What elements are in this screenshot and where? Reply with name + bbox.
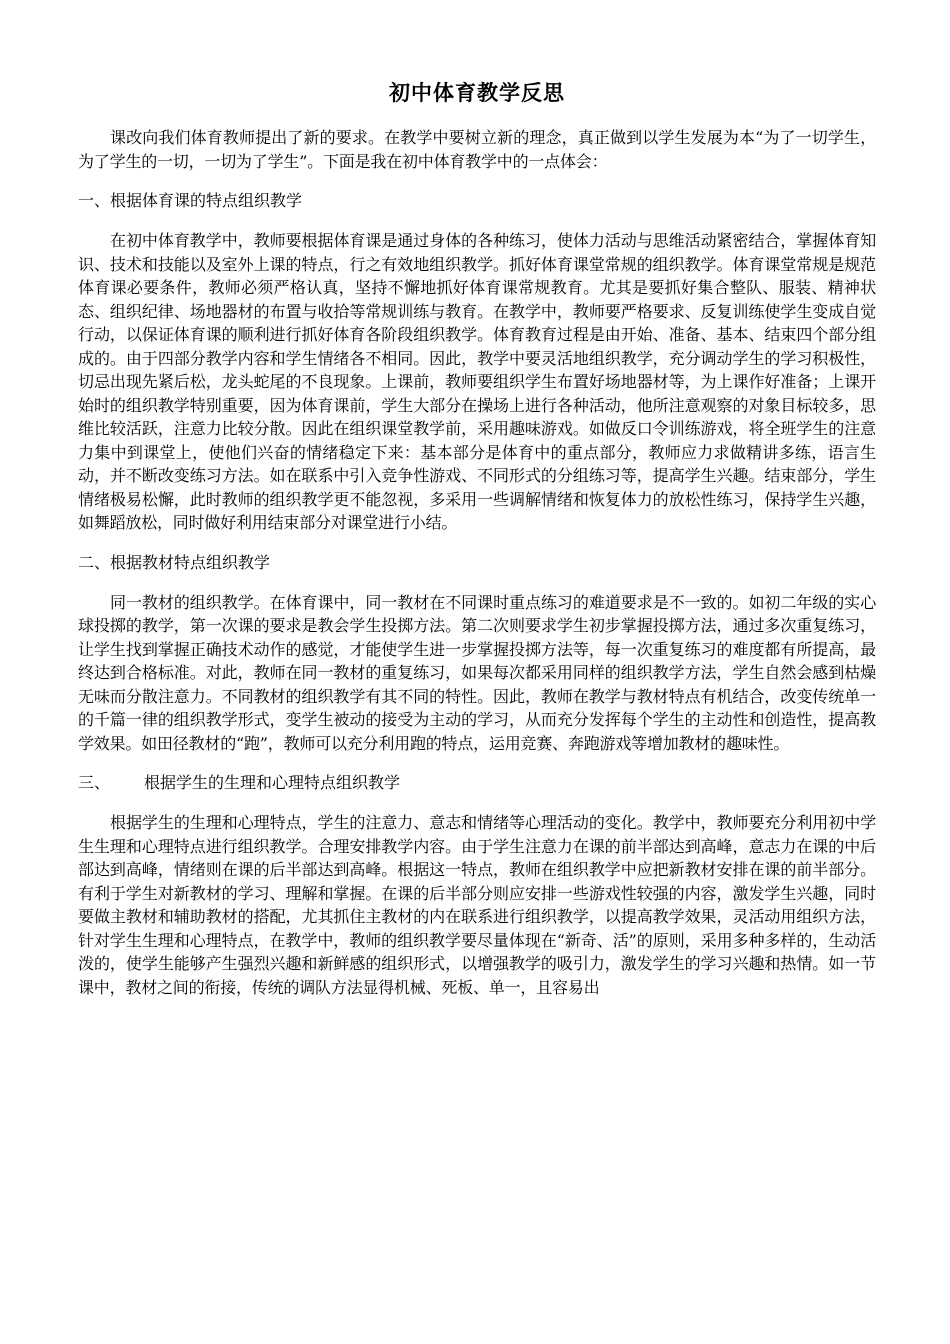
section-heading-text: 根据体育课的特点组织教学 bbox=[110, 191, 303, 210]
intro-paragraph: 课改向我们体育教师提出了新的要求。在教学中要树立新的理念，真正做到以学生发展为本“为了一切学生，为了学生的一切，一切为了学生”。下面是我在初中体育教学中的一点体会： bbox=[78, 128, 876, 171]
document-title: 初中体育教学反思 bbox=[389, 81, 565, 105]
section-number: 二、 bbox=[78, 552, 111, 572]
section-body: 根据学生的生理和心理特点，学生的注意力、意志和情绪等心理活动的变化。教学中，教师要充分利用初中学生生理和心理特点进行组织教学。合理安排教学内容。由于学生注意力在课的前半部达到高峰，意志力在课的中后部达到高峰，情绪则在课的后半部达到高峰。根据这一特点，教师在组织教学中应把新教材安排在课的前半部分。有利于学生对新教材的学习、理解和掌握。在课的后半部分则应安排一些游戏性较强的内容，激发学生兴趣，同时要做主教材和辅助教材的搭配，尤其抓住主教材的内在联系进行组织教学，以提高教学效果，灵活动用组织方法，针对学生生理和心理特点，在教学中，教师的组织教学要尽量体现在“新奇、活”的原则，采用多种多样的，生动活泼的，使学生能够产生强烈兴趣和新鲜感的组织形式，以增强教学的吸引力，激发学生的学习兴趣和热情。如一节课中，教材之间的衔接，传统的调队方法显得机械、死板、单一，且容易出 bbox=[78, 813, 876, 997]
section-number: 一、 bbox=[78, 191, 111, 210]
section-heading bbox=[78, 771, 876, 795]
section-heading bbox=[78, 551, 876, 575]
section-heading-text: 根据学生的生理和心理特点组织教学 bbox=[144, 773, 401, 792]
section-heading-text: 根据教材特点组织教学 bbox=[110, 552, 271, 572]
section-body: 同一教材的组织教学。在体育课中，同一教材在不同课时重点练习的难道要求是不一致的。如初二年级的实心球投掷的教学，第一次课的要求是教会学生投掷方法。第二次则要求学生初步掌握投掷方法，通过多次重复练习，让学生找到掌握正确技术动作的感觉，才能使学生进一步掌握投掷方法等，每一次重复练习的难度都有所提高，最终达到合格标准。对此，教师在同一教材的重复练习，如果每次都采用同样的组织教学方法，学生自然会感到枯燥无味而分散注意力。不同教材的组织教学有其不同的特性。因此，教师在教学与教材特点有机结合，改变传统单一的千篇一律的组织教学形式，变学生被动的接受为主动的学习，从而充分发挥每个学生的主动性和创造性，提高教学效果。如田径教材的“跑”，教师可以充分利用跑的特点，运用竞赛、奔跑游戏等增加教材的趣味性。 bbox=[78, 592, 876, 753]
document-page bbox=[78, 78, 876, 999]
section-heading bbox=[78, 189, 876, 213]
section-body: 在初中体育教学中，教师要根据体育课是通过身体的各种练习，使体力活动与思维活动紧密结合，掌握体育知识、技术和技能以及室外上课的特点，行之有效地组织教学。抓好体育课堂常规的组织教学。体育课堂常规是规范体育课必要条件，教师必须严格认真，坚持不懈地抓好体育课常规教育。尤其是要抓好集合整队、服装、精神状态、组织纪律、场地器材的布置与收拾等常规训练与教育。在教学中，教师要严格要求、反复训练使学生变成自觉行动，以保证体育课的顺利进行抓好体育各阶段组织教学。体育教育过程是由开始、准备、基本、结束四个部分组成的。由于四部分教学内容和学生情绪各不相同。因此，教学中要灵活地组织教学，充分调动学生的学习积极性，切忌出现先紧后松，龙头蛇尾的不良现象。上课前，教师要组织学生布置好场地器材等，为上课作好准备；上课开始时的组织教学特别重要，因为体育课前，学生大部分在操场上进行各种活动，他所注意观察的对象目标较多，思维比较活跃，注意力比较分散。因此在组织课堂教学前，采用趣味游戏。如做反口令训练游戏，将全班学生的注意力集中到课堂上，使他们兴奋的情绪稳定下来：基本部分是体育中的重点部分，教师应力求做精讲多练，语言生动，并不断改变练习方法。如在联系中引入竞争性游戏、不同形式的分组练习等，提高学生兴趣。结束部分，学生情绪极易松懈，此时教师的组织教学更不能忽视，多采用一些调解情绪和恢复体力的放松性练习，保持学生兴趣，如舞蹈放松，同时做好利用结束部分对课堂进行小结。 bbox=[78, 231, 876, 532]
section-number: 三、 bbox=[78, 773, 111, 792]
